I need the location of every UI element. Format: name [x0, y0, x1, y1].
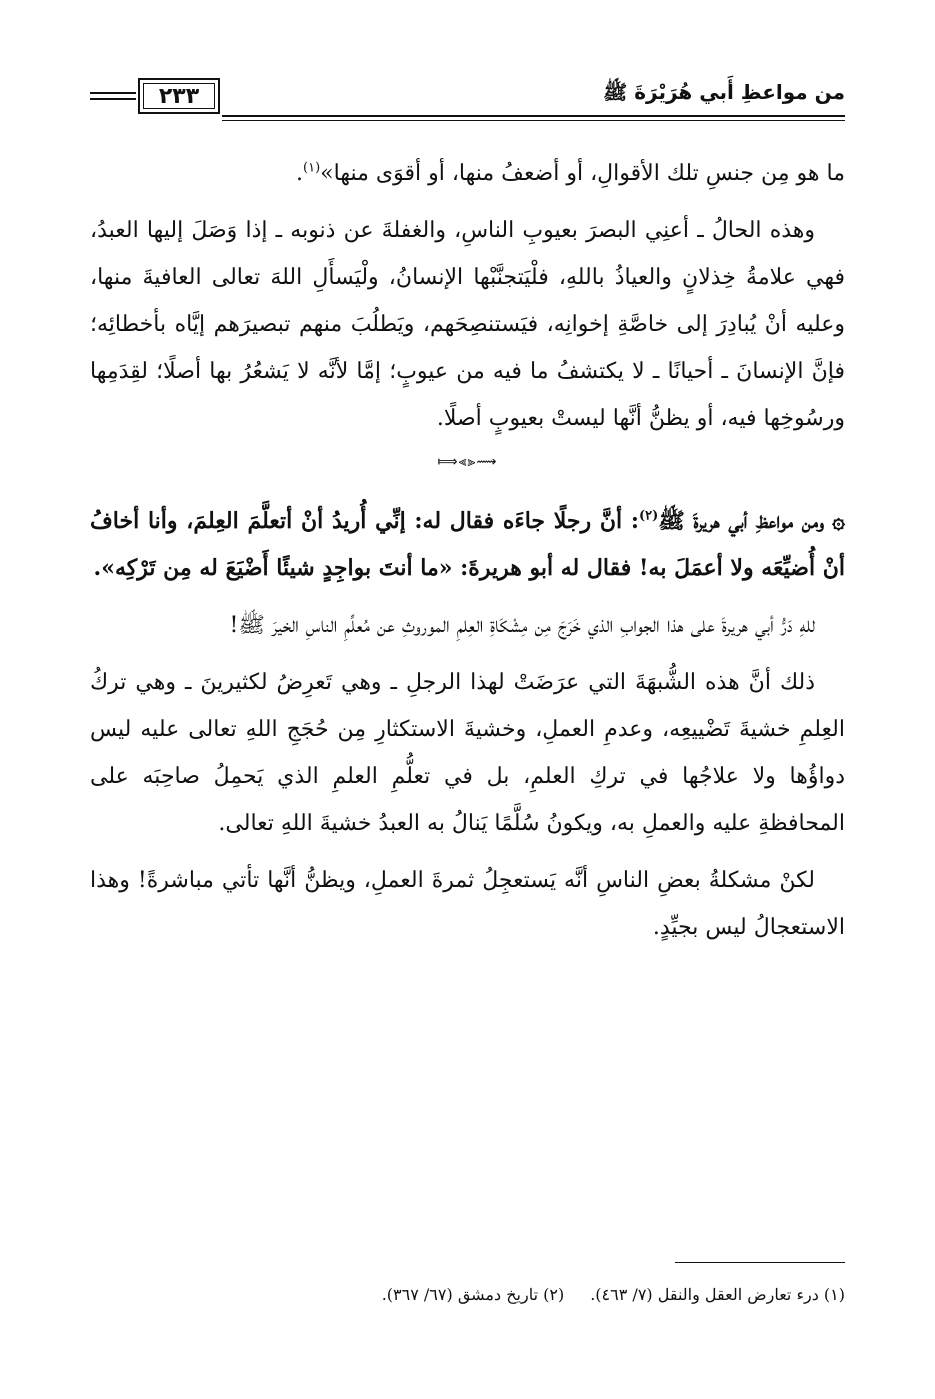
page-number-frame [138, 78, 220, 114]
footnote-ref: (٢) [638, 508, 659, 524]
section-divider-ornament: ⟿⫷⫸⟾ [437, 454, 498, 470]
paragraph: ذلك أنَّ هذه الشُّبهَةَ التي عرَضَتْ لهذا الرجلِ ـ وهي تَعرِضُ لكثيرينَ ـ وهي تركُ العِلمِ خشيةَ تَضْييعِه، وعدمِ العملِ، وخشيةَ الاستكثارِ مِن حُجَجِ اللهِ تعالى عليه ليس دواؤُها ولا علاجُها في تركِ العلمِ، بل في تعلُّمِ العلمِ الذي يَحمِلُ صاحِبَه على المحافظةِ عليه والعملِ به، ويكونُ سُلَّمًا يَنالُ به العبدُ خشيةَ اللهِ تعالى. [90, 670, 845, 836]
header-rule [90, 92, 136, 94]
flower-icon: ۞ [832, 509, 845, 534]
footnote-rule [675, 1262, 845, 1263]
footnote-2: (٢) تاريخ دمشق (٦٧/ ٣٦٧). [381, 1285, 565, 1304]
footnote-ref: (١) [303, 160, 321, 176]
paragraph-text: : أنَّ رجلًا جاءَه فقال له: إنِّي أُريدُ أنْ أتعلَّمَ العِلمَ، وأنا أخافُ أنْ أُضيِّعَه ولا أعمَلَ به! فقال له أبو هريرةَ: «ما أنتَ بواجِدٍ شيئًا أَضْيَعَ له مِن تَرْكِه». [90, 508, 845, 581]
header-rule [222, 120, 845, 121]
paragraph-lead: ومن مواعظِ أبي هريرةَ ﷺ [658, 508, 825, 534]
header-rule [222, 115, 845, 117]
main-text [90, 150, 845, 951]
paragraph: لكنْ مشكلةُ بعضِ الناسِ أنَّه يَستعجِلُ ثمرةَ العملِ، ويظنُّ أنَّها تأتي مباشرةً! وهذا الاستعجالُ ليس بجيِّدٍ. [90, 868, 845, 940]
paragraph [90, 150, 845, 197]
paragraph-text: ما هو مِن جنسِ تلك الأقوالِ، أو أضعفُ منها، أو أقوَى منها» [320, 161, 845, 186]
paragraph: وهذه الحالُ ـ أعنِي البصرَ بعيوبِ الناسِ، والغفلةَ عن ذنوبه ـ إذا وَصَلَ إليها العبدُ، فهي علامةُ خِذلانٍ والعياذُ باللهِ، فلْيَتجنَّبْها الإنسانُ، ولْيَسأَلِ اللهَ تعالى العافيةَ منها، وعليه أنْ يُبادِرَ إلى خاصَّةِ إخوانِه، فيَستنصِحَهم، ويَطلُبَ منهم تبصيرَهم إيَّاه بأخطائِه؛ فإنَّ الإنسانَ ـ أحيانًا ـ لا يكتشفُ ما فيه من عيوبٍ؛ إمَّا لأنَّه لا يَشعُرُ بها أصلًا؛ لقِدَمِها ورسُوخِها فيه، أو يظنُّ أنَّها ليستْ بعيوبٍ أصلًا. [90, 218, 845, 431]
footnote-1: (١) درء تعارض العقل والنقل (٧/ ٤٦٣). [590, 1285, 845, 1304]
header-rule [90, 98, 136, 100]
footnote-line [90, 1285, 845, 1304]
book-page [90, 72, 845, 1304]
paragraph-heading [90, 498, 845, 592]
running-title: من مواعظِ أَبي هُرَيْرَةَ ﷺ [603, 80, 845, 104]
page-number: ٢٣٣ [158, 83, 200, 109]
paragraph: للهِ دَرُّ أبي هريرةَ على هذا الجوابِ الذي خَرَجَ مِن مِشْكَاةِ العِلمِ الموروثِ عن مُعلِّمِ الناسِ الخيرَ ﷺ! [229, 613, 815, 638]
page-header [90, 72, 845, 128]
punctuation: . [296, 161, 304, 186]
footnotes [90, 1262, 845, 1304]
